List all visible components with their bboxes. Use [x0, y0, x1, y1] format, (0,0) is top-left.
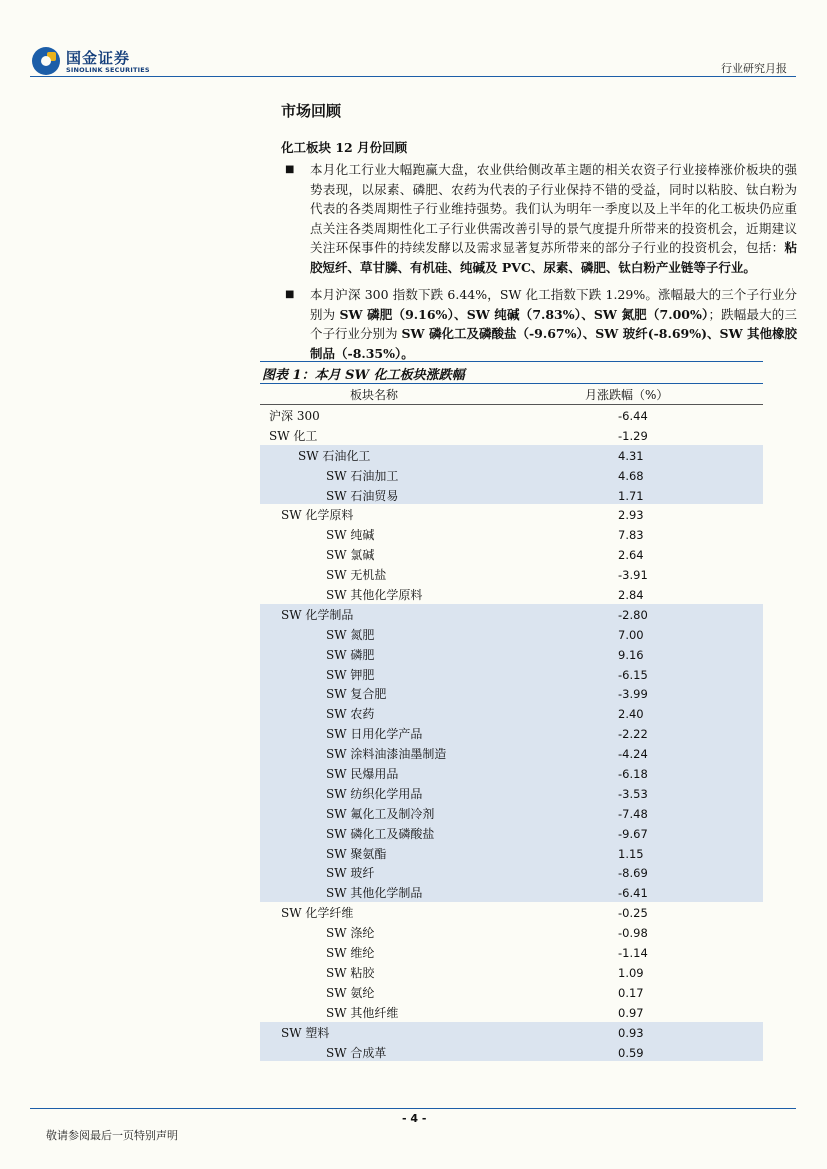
sector-change-value: -1.14: [618, 946, 648, 961]
disclaimer: 敬请参阅最后一页特别声明: [46, 1129, 178, 1142]
table-row: [260, 425, 763, 445]
page-header: [0, 0, 827, 80]
sector-name: SW 化学纤维: [281, 906, 354, 921]
sector-name: SW 磷化工及磷酸盐: [326, 826, 435, 841]
header-divider: [30, 76, 796, 77]
table-row: [260, 624, 763, 644]
table-row: [260, 683, 763, 703]
sector-change-value: -2.80: [618, 607, 648, 622]
table-row: [260, 1042, 763, 1062]
performance-text-a: 本月沪深 300 指数下跌 6.44%，SW 化工指数下跌 1.29%。涨幅最大的三个子行业分别为: [310, 287, 797, 322]
sector-change-value: -6.41: [618, 886, 648, 901]
sector-name: SW 钾肥: [326, 667, 375, 682]
table-row: [260, 485, 763, 505]
report-type-label: 行业研究月报: [721, 62, 787, 75]
table-caption-rule: [260, 383, 763, 384]
sector-change-value: 0.59: [618, 1045, 644, 1060]
sector-name: SW 玻纤: [326, 866, 375, 881]
sector-change-value: -6.15: [618, 667, 648, 682]
table-row: [260, 982, 763, 1002]
sector-change-value: -3.91: [618, 568, 648, 583]
logo-mark-icon: [32, 47, 60, 75]
footer-divider: [30, 1108, 796, 1109]
logo-english-name: SINOLINK SECURITIES: [66, 66, 150, 74]
sector-name: SW 民爆用品: [326, 767, 399, 782]
sector-change-value: -4.24: [618, 747, 648, 762]
sector-change-value: -6.44: [618, 409, 648, 423]
table-row: [260, 445, 763, 465]
sector-change-value: -8.69: [618, 866, 648, 881]
sector-change-value: -0.25: [618, 906, 648, 921]
paragraph-summary: [285, 160, 797, 277]
sector-name: SW 粘胶: [326, 965, 375, 980]
table-row: [260, 584, 763, 604]
table-row: [260, 465, 763, 485]
sector-name: SW 化学原料: [281, 508, 354, 523]
table-row: [260, 882, 763, 902]
table-row: [260, 524, 763, 544]
sector-name: SW 其他纤维: [326, 1005, 399, 1020]
sector-change-value: 4.68: [618, 468, 644, 483]
sector-change-value: 7.83: [618, 528, 644, 543]
sector-name: SW 石油贸易: [326, 488, 399, 503]
sub-title: 化工板块 12 月份回顾: [281, 140, 408, 155]
table-row: [260, 564, 763, 584]
sector-name: SW 复合肥: [326, 687, 387, 702]
column-header-name: 板块名称: [350, 388, 399, 402]
table-row: [260, 723, 763, 743]
performance-text-c: ；跌幅最大的三个子行业分别为: [310, 306, 797, 341]
sinolink-logo: [30, 44, 160, 78]
sector-name: SW 涤纶: [326, 926, 375, 941]
square-bullet-icon: ■: [285, 289, 295, 300]
paragraph-summary-highlight: 粘胶短纤、草甘膦、有机硅、纯碱及 PVC、尿素、磷肥、钛白粉产业链等子行业。: [310, 240, 797, 275]
table-row: [260, 504, 763, 524]
sector-name: SW 其他化学制品: [326, 886, 423, 901]
sector-name: SW 合成革: [326, 1045, 387, 1060]
sector-name: SW 维纶: [326, 946, 375, 961]
sector-name: SW 塑料: [281, 1025, 330, 1040]
sector-name: 沪深 300: [269, 409, 320, 423]
sector-name: SW 氨纶: [326, 985, 375, 1000]
sector-change-value: 2.84: [618, 588, 644, 603]
table-row: [260, 922, 763, 942]
sector-change-value: 0.93: [618, 1025, 644, 1040]
table-row: [260, 604, 763, 624]
table-row: [260, 803, 763, 823]
table-row: [260, 1002, 763, 1022]
sector-change-value: -6.18: [618, 767, 648, 782]
table-top-rule: [260, 361, 763, 362]
table-row: [260, 902, 763, 922]
sector-change-value: 7.00: [618, 627, 644, 642]
square-bullet-icon: ■: [285, 164, 295, 175]
table-row: [260, 843, 763, 863]
page-number: - 4 -: [402, 1112, 427, 1125]
sector-change-value: -7.48: [618, 806, 648, 821]
column-header-value: 月涨跌幅（%）: [585, 388, 669, 402]
sector-change-value: 4.31: [618, 448, 644, 463]
performance-top-gainers: SW 磷肥（9.16%）、SW 纯碱（7.83%）、SW 氮肥（7.00%）: [339, 306, 709, 322]
sector-change-value: 2.64: [618, 548, 644, 563]
sector-table-body: [260, 405, 763, 1061]
sector-name: SW 氟化工及制冷剂: [326, 806, 435, 821]
table-row: [260, 743, 763, 763]
sector-name: SW 氯碱: [326, 548, 375, 563]
table-row: [260, 942, 763, 962]
sector-name: SW 氮肥: [326, 627, 375, 642]
table-row: [260, 664, 763, 684]
sector-name: SW 聚氨酯: [326, 846, 387, 861]
sector-name: SW 磷肥: [326, 647, 375, 662]
sector-change-value: 0.97: [618, 1005, 644, 1020]
sector-change-value: 1.09: [618, 965, 644, 980]
section-title: 市场回顾: [281, 102, 342, 120]
sector-change-value: -3.99: [618, 687, 648, 702]
sector-change-value: -9.67: [618, 826, 648, 841]
table-row: [260, 544, 763, 564]
sector-change-value: 9.16: [618, 647, 644, 662]
paragraph-summary-text: 本月化工行业大幅跑赢大盘，农业供给侧改革主题的相关农资子行业接棒涨价板块的强势表现，以尿素、磷肥、农药为代表的子行业保持不错的受益，同时以粘胶、钛白粉为代表的各类周期性子行业维持强势。我们认为明年一季度以及上半年的化工板块仍应重点关注各类周期性化工子行业供需改善引导的景气度提升所带来的投资机会，近期建议关注环保事件的持续发酵以及需求显著复苏所带来的部分子行业的投资机会，包括：: [310, 162, 797, 255]
sector-name: SW 涂料油漆油墨制造: [326, 747, 447, 762]
sector-name: SW 农药: [326, 707, 375, 722]
sector-name: SW 化学制品: [281, 607, 354, 622]
sector-change-value: -3.53: [618, 786, 648, 801]
table-row: [260, 644, 763, 664]
paragraph-performance: [285, 285, 797, 363]
sector-change-value: -1.29: [618, 428, 648, 443]
sector-name: SW 日用化学产品: [326, 727, 423, 742]
table-row: [260, 962, 763, 982]
table-row: [260, 783, 763, 803]
table-row: [260, 703, 763, 723]
sector-change-value: -0.98: [618, 926, 648, 941]
sector-change-value: -2.22: [618, 727, 648, 742]
table-row: [260, 862, 763, 882]
sector-change-value: 2.40: [618, 707, 644, 722]
sector-change-value: 1.15: [618, 846, 644, 861]
sector-name: SW 石油加工: [326, 468, 399, 483]
sector-name: SW 纯碱: [326, 528, 375, 543]
table-caption: 图表 1：本月 SW 化工板块涨跌幅: [262, 368, 465, 383]
table-row: [260, 405, 763, 425]
sector-name: SW 石油化工: [298, 448, 371, 463]
sector-change-value: 0.17: [618, 985, 644, 1000]
sector-name: SW 无机盐: [326, 568, 387, 583]
table-row: [260, 1022, 763, 1042]
table-row: [260, 763, 763, 783]
performance-top-losers: SW 磷化工及磷酸盐（-9.67%）、SW 玻纤(-8.69%)、SW 其他橡胶制品（-8.35%）。: [310, 326, 797, 361]
sector-name: SW 其他化学原料: [326, 588, 423, 603]
logo-chinese-name: 国金证券: [66, 49, 131, 67]
sector-name: SW 化工: [269, 428, 318, 443]
sector-change-value: 2.93: [618, 508, 644, 523]
table-row: [260, 823, 763, 843]
sector-name: SW 纺织化学用品: [326, 786, 423, 801]
sector-change-value: 1.71: [618, 488, 644, 503]
